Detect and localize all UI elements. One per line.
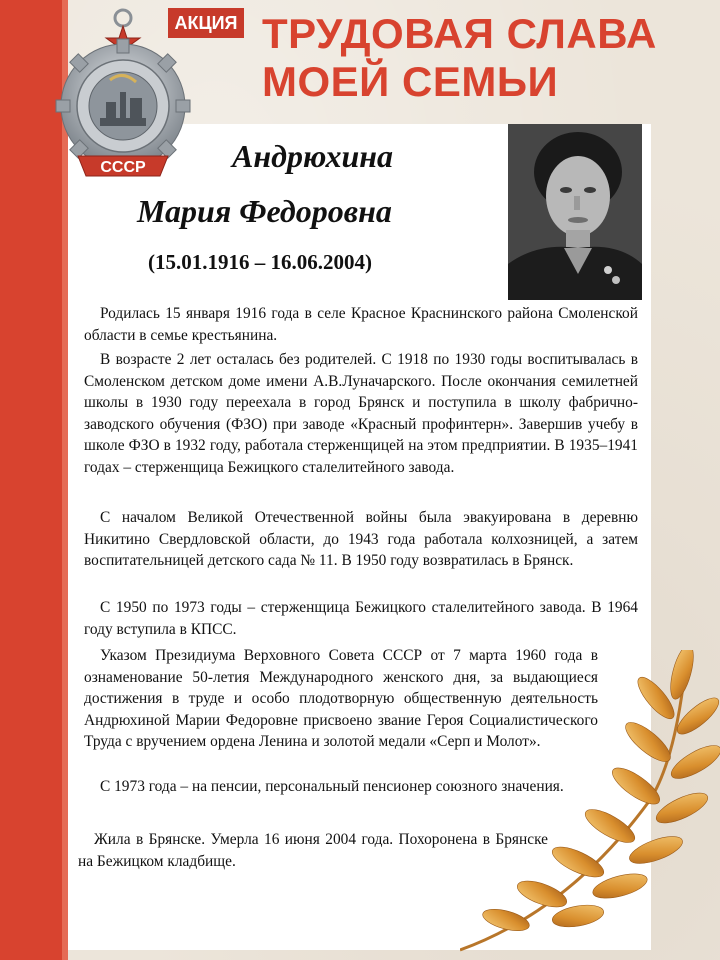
bio-paragraph-award: Указом Президиума Верховного Совета СССР от 7 марта 1960 года в ознаменование 50-летия Международного женского дня, за выдающиеся достижения в труде и особо плодотворную общественную деятельность Андрюхиной Марии Федоровне присвоено звание Героя Социалистического Труда с вручением ордена Ленина и золотой медали «Серп и Молот». [84, 647, 598, 750]
bio-paragraph-death: Жила в Брянске. Умерла 16 июня 2004 года. Похоронена в Брянске на Бежицком кладбище. [78, 831, 548, 870]
bio-paragraph-career: С 1950 по 1973 годы – стерженщица Бежицкого сталелитейного завода. В 1964 году вступила в КПСС. [84, 599, 638, 638]
portrait-photo-icon [508, 124, 642, 300]
person-life-dates: (15.01.1916 – 16.06.2004) [148, 250, 372, 274]
medal-ribbon-text: СССР [100, 159, 146, 176]
laurel-branch-icon [460, 650, 720, 960]
bio-paragraph-retirement: С 1973 года – на пенсии, персональный пенсионер союзного значения. [100, 778, 564, 795]
page-title [262, 10, 657, 106]
title-line-2: МОЕЙ СЕМЬИ [262, 58, 559, 105]
bio-paragraph-birth: Родилась 15 января 1916 года в селе Красное Краснинского района Смоленской области в семье крестьянина. [84, 305, 638, 344]
title-line-1: ТРУДОВАЯ СЛАВА [262, 10, 657, 57]
bio-paragraph-childhood: В возрасте 2 лет осталась без родителей. С 1918 по 1930 годы воспитывалась в Смоленском детском доме имени А.В.Луначарского. После окончания семилетней школы в 1930 году переехала в город Брянск и поступила в школу фабрично-заводского обучения (ФЗО) при заводе «Красный профинтерн». Завершив учебу в школе ФЗО в 1932 году, работала стерженщицей на этом предприятии. В 1935–1941 годах – стерженщица Бежицкого сталелитейного завода. [84, 351, 638, 476]
person-surname: Андрюхина [232, 138, 394, 174]
bio-paragraph-war: С началом Великой Отечественной войны была эвакуирована в деревню Никитино Свердловской области, до 1943 года работала колхозницей, а затем воспитательницей детского сада № 11. В 1950 году возвратилась в Брянск. [84, 509, 638, 569]
person-given-names: Мария Федоровна [137, 193, 392, 229]
promo-badge: АКЦИЯ [168, 8, 244, 38]
